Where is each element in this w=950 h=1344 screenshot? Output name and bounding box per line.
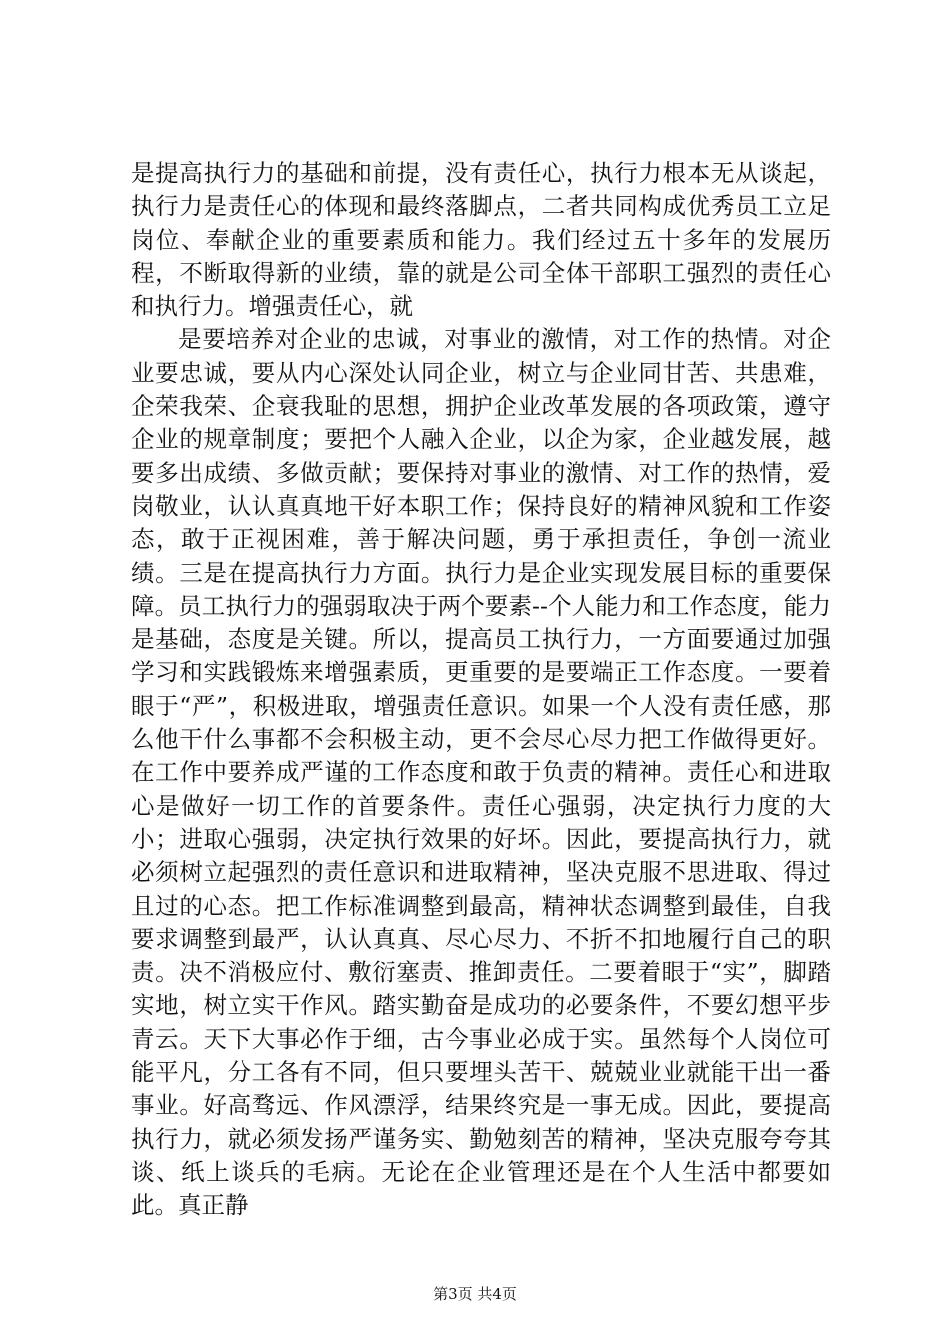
document-body bbox=[131, 157, 831, 1223]
paragraph-continued: 是提高执行力的基础和前提，没有责任心，执行力根本无从谈起，执行力是责任心的体现和最终落脚点，二者共同构成优秀员工立足岗位、奉献企业的重要素质和能力。我们经过五十多年的发展历程，不断取得新的业绩，靠的就是公司全体干部职工强烈的责任心和执行力。增强责任心，就 bbox=[131, 159, 831, 321]
paragraph-main: 是要培养对企业的忠诚，对事业的激情，对工作的热情。对企业要忠诚，要从内心深处认同企业，树立与企业同甘苦、共患难，企荣我荣、企衰我耻的思想，拥护企业改革发展的各项政策，遵守企业的规章制度；要把个人融入企业，以企为家，企业越发展，越要多出成绩、多做贡献；要保持对事业的激情、对工作的热情，爱岗敬业，认认真真地干好本职工作；保持良好的精神风貌和工作姿态，敢于正视困难，善于解决问题，勇于承担责任，争创一流业绩。三是在提高执行力方面。执行力是企业实现发展目标的重要保障。员工执行力的强弱取决于两个要素--个人能力和工作态度，能力是基础，态度是关键。所以，提高员工执行力，一方面要通过加强学习和实践锻炼来增强素质，更重要的是要端正工作态度。一要着眼于“严”，积极进取，增强责任意识。如果一个人没有责任感，那么他干什么事都不会积极主动，更不会尽心尽力把工作做得更好。在工作中要养成严谨的工作态度和敢于负责的精神。责任心和进取心是做好一切工作的首要条件。责任心强弱，决定执行力度的大小；进取心强弱，决定执行效果的好坏。因此，要提高执行力，就必须树立起强烈的责任意识和进取精神，坚决克服不思进取、得过且过的心态。把工作标准调整到最高，精神状态调整到最佳，自我要求调整到最严，认认真真、尽心尽力、不折不扣地履行自己的职责。决不消极应付、敷衍塞责、推卸责任。二要着眼于“实”，脚踏实地，树立实干作风。踏实勤奋是成功的必要条件，不要幻想平步青云。天下大事必作于细，古今事业必成于实。虽然每个人岗位可能平凡，分工各有不同，但只要埋头苦干、兢兢业业就能干出一番事业。好高骛远、作风漂浮，结果终究是一事无成。因此，要提高执行力，就必须发扬严谨务实、勤勉刻苦的精神，坚决克服夸夸其谈、纸上谈兵的毛病。无论在企业管理还是在个人生活中都要如此。真正静 bbox=[131, 325, 831, 1220]
page-number-footer: 第3页 共4页 bbox=[433, 1285, 517, 1303]
